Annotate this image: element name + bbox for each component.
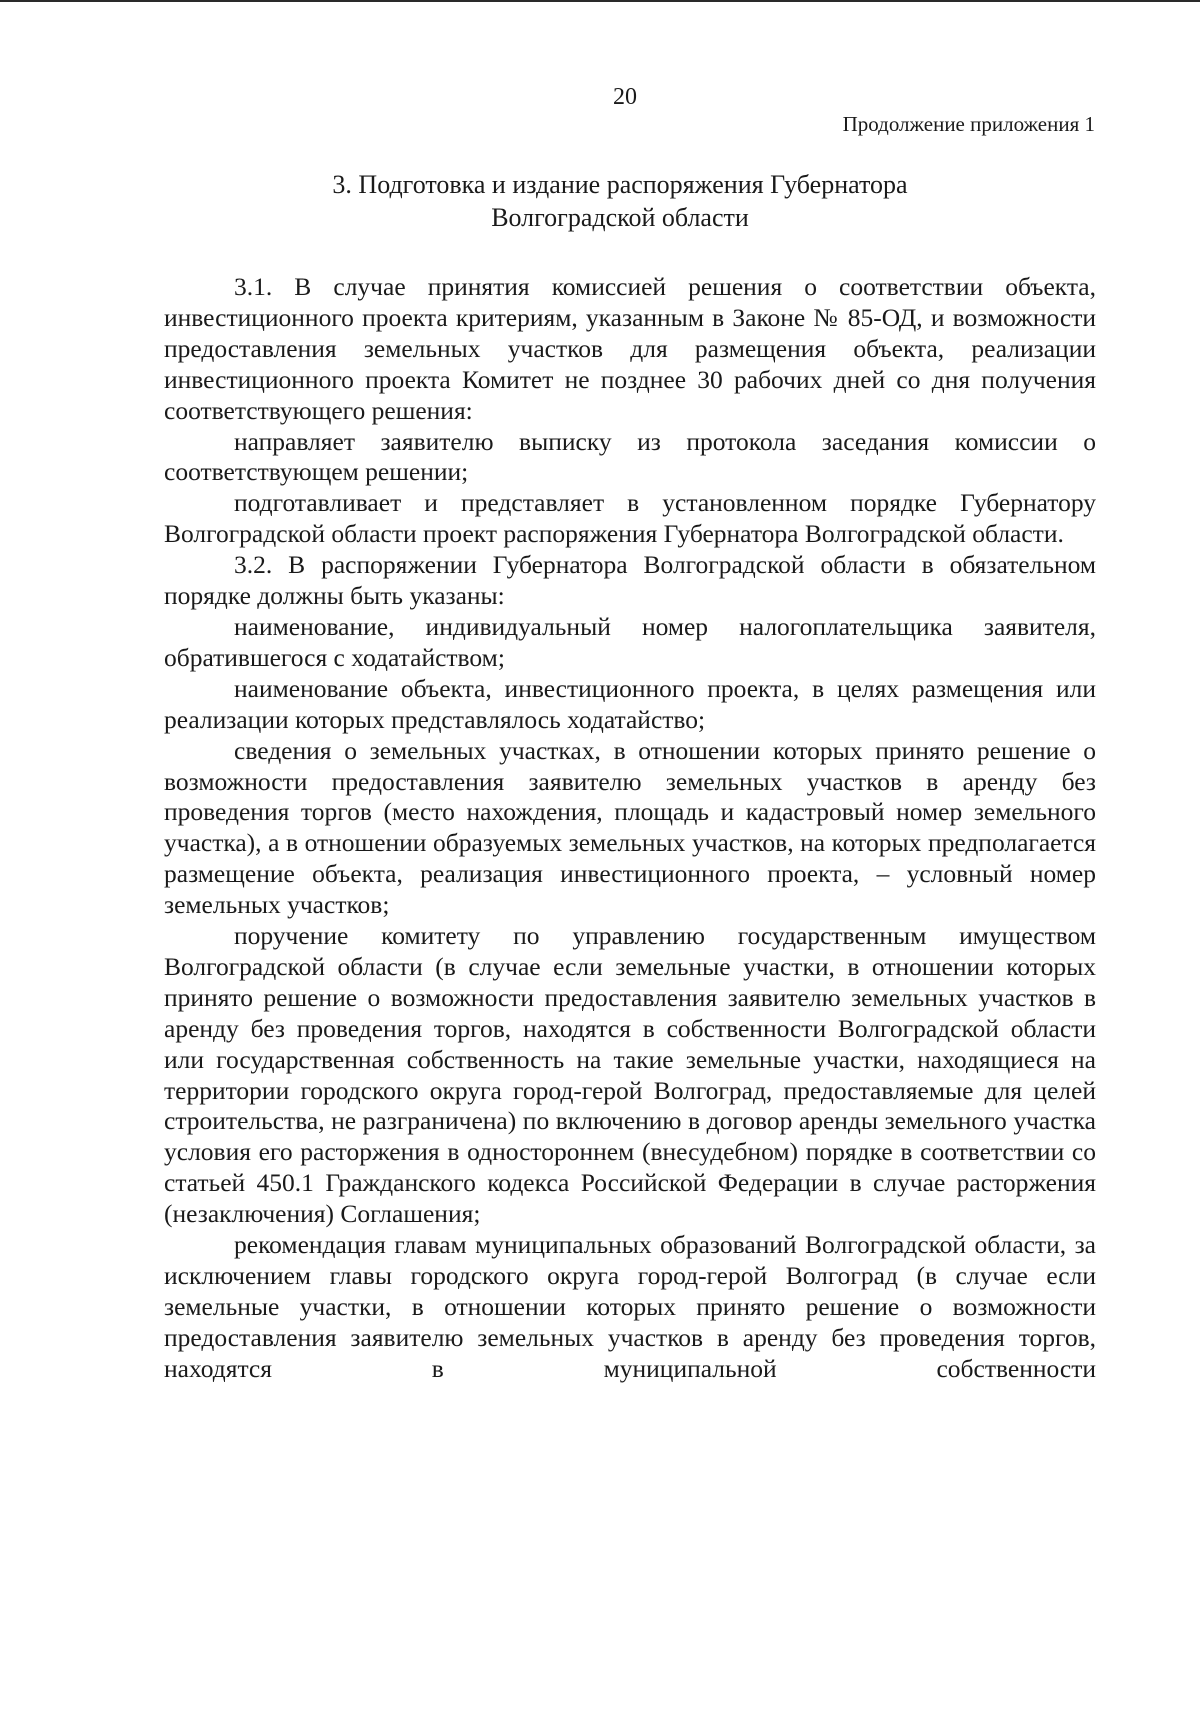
paragraph-prepare-draft: подготавливает и представляет в установленном порядке Губернатору Волгоградской области проект распоряжения Губернатора Волгоградской области. <box>164 488 1096 549</box>
paragraph-land-plots: сведения о земельных участках, в отношении которых принято решение о возможности предоставления заявителю земельных участков в аренду без проведения торгов (место нахождения, площадь и кадастровый номер земельного участка), а в отношении образуемых земельных участков, на которых предполагается размещение объекта, реализация инвестиционного проекта, – условный номер земельных участков; <box>164 735 1096 920</box>
paragraph-object-name: наименование объекта, инвестиционного проекта, в целях размещения или реализации которых представлялось ходатайство; <box>164 673 1096 734</box>
appendix-continuation-note: Продолжение приложения 1 <box>842 112 1095 136</box>
body-text <box>164 272 1096 1385</box>
paragraph-applicant-name: наименование, индивидуальный номер налогоплательщика заявителя, обратившегося с ходатайством; <box>164 611 1096 672</box>
paragraph-3-1: 3.1. В случае принятия комиссией решения о соответствии объекта, инвестиционного проекта критериям, указанным в Законе № 85-ОД, и возможности предоставления земельных участков для размещения объекта, реализации инвестиционного проекта Комитет не позднее 30 рабочих дней со дня получения соответствующего решения: <box>164 272 1096 425</box>
section-title <box>0 168 1200 234</box>
top-edge-rule <box>0 0 1200 2</box>
paragraph-3-2: 3.2. В распоряжении Губернатора Волгоградской области в обязательном порядке должны быть указаны: <box>164 550 1096 611</box>
paragraph-municipal-recommendation: рекомендация главам муниципальных образований Волгоградской области, за исключением главы городского округа город-герой Волгоград (в случае если земельные участки, в отношении которых принято решение о возможности предоставления заявителю земельных участков в аренду без проведения торгов, находятся в муниципальной собственности <box>164 1230 1096 1383</box>
section-title-line-2: Волгоградской области <box>491 203 749 232</box>
section-title-line-1: 3. Подготовка и издание распоряжения Губернатора <box>332 170 908 199</box>
paragraph-send-extract: направляет заявителю выписку из протокола заседания комиссии о соответствующем решении; <box>164 426 1096 487</box>
page-number: 20 <box>613 84 637 110</box>
paragraph-committee-instruction: поручение комитету по управлению государственным имуществом Волгоградской области (в случае если земельные участки, в отношении которых принято решение о возможности предоставления заявителю земельных участков в аренду без проведения торгов, находятся в собственности Волгоградской области или государственная собственность на такие земельные участки, находящиеся на территории городского округа город-герой Волгоград, предоставляемые для целей строительства, не разграничена) по включению в договор аренды земельного участка условия его расторжения в одностороннем (внесудебном) порядке в соответствии со статьей 450.1 Гражданского кодекса Российской Федерации в случае расторжения (незаключения) Соглашения; <box>164 921 1096 1229</box>
